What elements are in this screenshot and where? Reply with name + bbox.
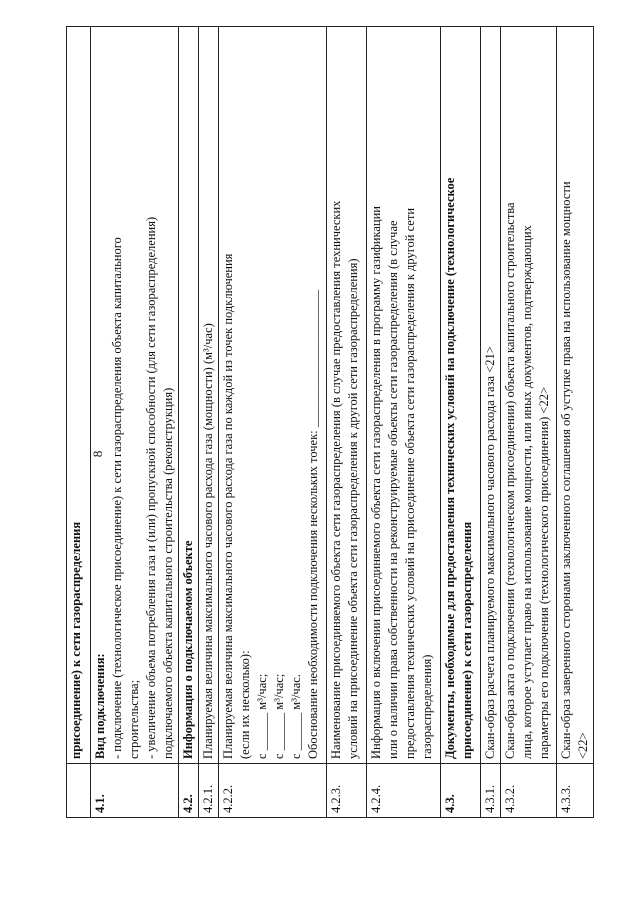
text-line: Информация о включении присоединяемого объекта сети газораспределения в программу газификации: [369, 206, 383, 759]
section-continuation-title: присоединение) к сети газораспределения: [67, 27, 91, 764]
text-line: Документы, необходимые для предоставления технических условий на подключение (технологическое: [443, 177, 457, 759]
table-row: [199, 27, 219, 818]
connection-type-cell: [91, 27, 179, 764]
row-number: 4.2.2.: [219, 764, 327, 818]
row-number: 4.2.3.: [327, 764, 367, 818]
text-line: (если их несколько):: [238, 650, 252, 759]
capacity-assignment-cell: [557, 27, 594, 764]
row-number: 4.3.1.: [481, 764, 501, 818]
table-row: [179, 27, 199, 818]
row-number: 4.3.3.: [557, 764, 594, 818]
table-row: [441, 27, 481, 818]
text-line: лица, которое уступает право на использование мощности, или иных документов, подтверждающих: [520, 225, 534, 759]
connection-points-cell: [219, 27, 327, 764]
gas-flow-calculation-cell: Скан-образ расчета планируемого максимального часового расхода газа <21>: [481, 27, 501, 764]
text-line: Наименование присоединяемого объекта сети газораспределения (в случае предоставления технических: [329, 200, 343, 759]
text-line: условий на присоединение объекта сети газораспределения к другой сети газораспределения): [346, 258, 360, 759]
text-line: газораспределения): [420, 654, 434, 759]
text-line: подключаемого объекта капитального строительства (реконструкция): [161, 387, 175, 759]
row-number: 4.2.4.: [367, 764, 441, 818]
text-line: или о наличии права собственности на реконструируемые объекты сети газораспределения (в случае: [386, 220, 400, 759]
table-row: [219, 27, 327, 818]
text-line: с ______ м³/час;: [272, 673, 286, 759]
max-gas-flow-cell: Планируемая величина максимального часового расхода газа (мощности) (м³/час): [199, 27, 219, 764]
row-number: 4.2.: [179, 764, 199, 818]
table-row: [91, 27, 179, 818]
text-line: Обоснование необходимости подключения нескольких точек: ______________________: [306, 289, 320, 759]
row-number: 4.3.2.: [501, 764, 557, 818]
application-form-table: [66, 26, 594, 818]
row-number: 4.1.: [91, 764, 179, 818]
table-row: [481, 27, 501, 818]
text-line: Скан-образ акта о подключении (технологическом присоединении) объекта капитального строительства: [503, 202, 517, 759]
table-row: [501, 27, 557, 818]
text-line: - увеличение объема потребления газа и (или) пропускной способности (для сети газораспределения): [144, 216, 158, 759]
table-row: [67, 27, 91, 818]
text-line: Скан-образ заверенного сторонами заключенного соглашения об уступке права на использование мощности: [559, 181, 573, 759]
text-line: Планируемая величина максимального часового расхода газа по каждой из точек подключения: [221, 253, 235, 759]
table-row: [367, 27, 441, 818]
text-line: - подключение (технологическое присоединение) к сети газораспределения объекта капитального: [110, 237, 124, 759]
text-line: строительства;: [127, 679, 141, 759]
row-number: [67, 764, 91, 818]
row-number: 4.2.1.: [199, 764, 219, 818]
gasification-program-cell: [367, 27, 441, 764]
table-row: [327, 27, 367, 818]
connection-act-cell: [501, 27, 557, 764]
section-title: Информация о подключаемом объекте: [179, 27, 199, 764]
text-line: присоединение) к сети газораспределения: [460, 521, 474, 759]
attached-object-name-cell: [327, 27, 367, 764]
connection-type-title: Вид подключения:: [93, 653, 107, 759]
row-number: 4.3.: [441, 764, 481, 818]
text-line: с ______ м³/час;: [255, 673, 269, 759]
text-line: параметры его подключения (технологического присоединения) <22>: [537, 387, 551, 759]
text-line: с ______ м³/час.: [289, 674, 303, 759]
page-number: 8: [90, 450, 105, 458]
text-line: <22>: [576, 732, 590, 759]
text-line: предоставления технических условий на присоединение объекта сети газораспределения к другой сети: [403, 207, 417, 759]
documents-section-title: [441, 27, 481, 764]
table-row: [557, 27, 594, 818]
